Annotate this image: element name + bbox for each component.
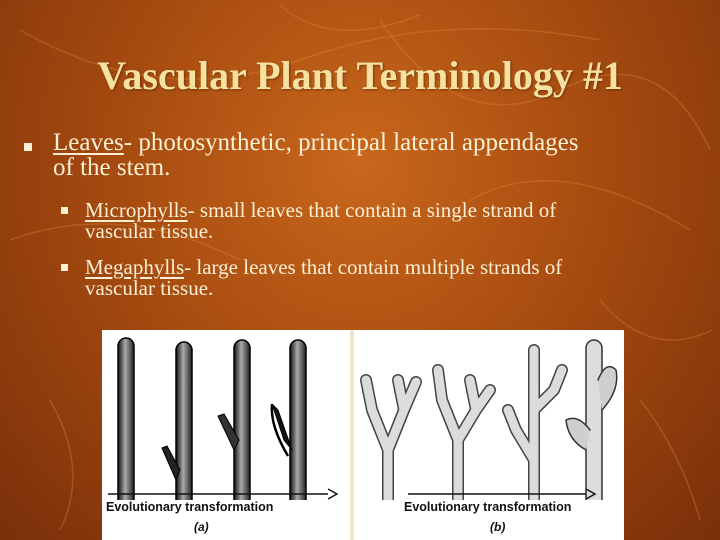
- term-microphylls: Microphylls: [85, 198, 188, 222]
- figure-divider: [350, 330, 354, 540]
- arrow-right-icon: [108, 488, 338, 500]
- panel-a-letter: (a): [194, 520, 209, 534]
- panel-b-letter: (b): [490, 520, 506, 534]
- megaphylls-definition: - large leaves that contain multiple strands of: [184, 255, 563, 279]
- megaphylls-definition-line2: vascular tissue.: [85, 276, 214, 300]
- microphylls-definition: - small leaves that contain a single strand of: [187, 198, 557, 222]
- sub-bullet-square-icon: [61, 207, 68, 214]
- bullet-square-icon: [24, 143, 32, 151]
- panel-b-caption: Evolutionary transformation: [404, 500, 572, 514]
- leaf-evolution-figure: [102, 330, 624, 540]
- microphyll-evolution-illustration: [102, 330, 350, 500]
- arrow-right-icon: [408, 488, 598, 500]
- sub-bullet-square-icon: [61, 264, 68, 271]
- bullet-leaves: [53, 130, 673, 180]
- sub-bullet-megaphylls: [85, 257, 685, 299]
- slide-title: Vascular Plant Terminology #1: [97, 53, 623, 98]
- term-leaves: Leaves: [53, 129, 124, 156]
- microphylls-definition-line2: vascular tissue.: [85, 219, 214, 243]
- megaphyll-evolution-illustration: [358, 330, 624, 500]
- leaves-definition-line2: of the stem.: [53, 154, 171, 181]
- panel-a-caption: Evolutionary transformation: [106, 500, 274, 514]
- sub-bullet-microphylls: [85, 200, 685, 242]
- leaves-definition: - photosynthetic, principal lateral appendages: [123, 129, 579, 156]
- term-megaphylls: Megaphylls: [85, 255, 185, 279]
